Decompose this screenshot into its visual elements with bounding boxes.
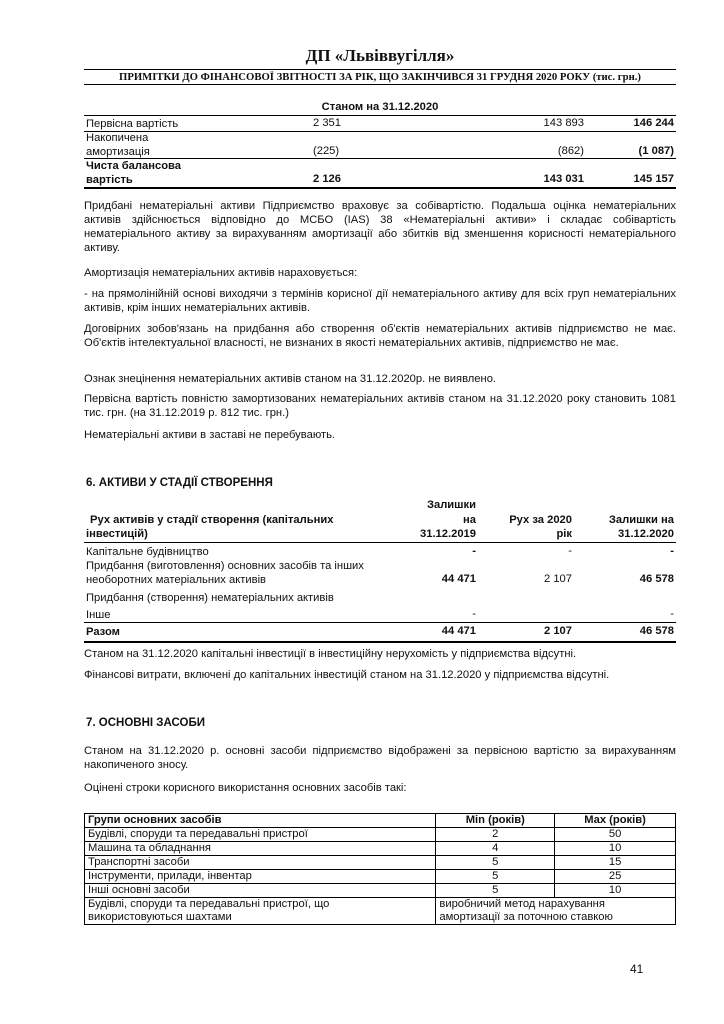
cell-value bbox=[436, 898, 676, 925]
table-row bbox=[85, 828, 676, 842]
cell-value-line: амортизації за поточною ставкою bbox=[439, 911, 613, 923]
row-label: Придбання (виготовлення) основних засобів та інших bbox=[86, 560, 364, 572]
cell-value: 2 bbox=[436, 828, 555, 842]
cell-value-line: виробничий метод нарахування bbox=[439, 898, 605, 910]
cell-value: 2 126 bbox=[313, 173, 341, 185]
cell-value: 143 893 bbox=[543, 117, 584, 129]
column-header: рік bbox=[556, 528, 572, 540]
row-label-line: використовуються шахтами bbox=[88, 911, 232, 923]
cell-value: 2 351 bbox=[313, 117, 341, 129]
column-header: Залишки bbox=[426, 499, 476, 511]
row-label: вартість bbox=[86, 174, 133, 186]
cell-value: - bbox=[670, 545, 674, 557]
column-header: Рух активів у стадії створення (капітальних bbox=[90, 514, 334, 526]
paragraph: Станом на 31.12.2020 р. основні засоби підприємство відображені за первісною вартістю за вирахуванням накопиченого зносу. bbox=[84, 745, 676, 771]
section-title: 6. АКТИВИ У СТАДІЇ СТВОРЕННЯ bbox=[86, 477, 273, 489]
paragraph: Ознак знецінення нематеріальних активів станом на 31.12.2020р. не виявлено. bbox=[84, 373, 497, 385]
cell-value: 2 107 bbox=[544, 573, 572, 585]
cell-value: (1 087) bbox=[638, 145, 674, 157]
table-row bbox=[85, 870, 676, 884]
page-number: 41 bbox=[630, 962, 644, 976]
column-header: Залишки на bbox=[608, 514, 674, 526]
row-label bbox=[85, 898, 436, 925]
total-value: 44 471 bbox=[441, 625, 476, 637]
paragraph: Станом на 31.12.2020 капітальні інвестиції в інвестиційну нерухомість у підприємства відсутні. bbox=[84, 648, 577, 660]
paragraph: Оцінені строки корисного використання основних засобів такі: bbox=[84, 782, 407, 794]
table-row bbox=[85, 842, 676, 856]
table-rule bbox=[84, 542, 676, 543]
table-header-row bbox=[85, 814, 676, 828]
row-label: Інструменти, прилади, інвентар bbox=[85, 870, 436, 884]
row-label: Машина та обладнання bbox=[85, 842, 436, 856]
column-header: Групи основних засобів bbox=[85, 814, 436, 828]
cell-value: 4 bbox=[436, 842, 555, 856]
cell-value: 25 bbox=[555, 870, 676, 884]
row-label: Будівлі, споруди та передавальні пристрої bbox=[85, 828, 436, 842]
row-label: Інші основні засоби bbox=[85, 884, 436, 898]
cell-value: 44 471 bbox=[441, 573, 476, 585]
row-label: Накопичена bbox=[86, 132, 149, 144]
report-subtitle: ПРИМІТКИ ДО ФІНАНСОВОЇ ЗВІТНОСТІ ЗА РІК, ЩО ЗАКІНЧИВСЯ 31 ГРУДНЯ 2020 РОКУ (тис. грн.) bbox=[84, 69, 676, 85]
row-label: амортизація bbox=[86, 146, 150, 158]
cell-value: 10 bbox=[555, 884, 676, 898]
row-label: Чиста балансова bbox=[86, 160, 181, 172]
cell-value: 145 157 bbox=[633, 173, 674, 185]
cell-value: (862) bbox=[557, 145, 584, 157]
column-header: Max (років) bbox=[555, 814, 676, 828]
column-header: на bbox=[463, 514, 476, 526]
table-rule bbox=[84, 131, 676, 132]
table-rule bbox=[84, 187, 676, 189]
cell-value: 146 244 bbox=[633, 117, 674, 129]
cell-value: 46 578 bbox=[639, 573, 674, 585]
total-value: 2 107 bbox=[544, 625, 572, 637]
table-row bbox=[85, 856, 676, 870]
row-label-line: Будівлі, споруди та передавальні пристрої, що bbox=[88, 898, 330, 910]
table-row bbox=[85, 898, 676, 925]
cell-value: (225) bbox=[313, 145, 340, 157]
total-label: Разом bbox=[86, 626, 120, 638]
row-label: Придбання (створення) нематеріальних активів bbox=[86, 592, 334, 604]
paragraph: Амортизація нематеріальних активів нараховується: bbox=[84, 267, 358, 279]
row-label: Транспортні засоби bbox=[85, 856, 436, 870]
cell-value: 5 bbox=[436, 870, 555, 884]
cell-value: - bbox=[568, 545, 572, 557]
company-name: ДП «Львіввугілля» bbox=[305, 46, 455, 65]
cell-value: 5 bbox=[436, 884, 555, 898]
column-header: Min (років) bbox=[436, 814, 555, 828]
cell-value: - bbox=[472, 545, 476, 557]
paragraph: - на прямолінійній основі виходячи з термінів корисної дії нематеріального активу для всіх груп нематеріальних активів, крім інших нематеріальних активів. bbox=[84, 288, 676, 314]
row-label: Інше bbox=[86, 609, 111, 621]
paragraph: Первісна вартість повністю замортизованих нематеріальних активів станом на 31.12.2020 року становить 1081 тис. грн. (на 31.12.2019 р. 812 тис. грн.) bbox=[84, 393, 676, 419]
paragraph: Нематеріальні активи в заставі не перебувають. bbox=[84, 429, 336, 441]
cell-value: 143 031 bbox=[543, 173, 584, 185]
table-row bbox=[85, 884, 676, 898]
total-value: 46 578 bbox=[639, 625, 674, 637]
cell-value: 10 bbox=[555, 842, 676, 856]
intangibles-heading: Станом на 31.12.2020 bbox=[321, 101, 439, 113]
paragraph: Придбані нематеріальні активи Підприємство враховує за собівартістю. Подальша оцінка нематеріальних активів здійснюється відповідно до МСБО (IAS) 38 «Нематеріальні активи» і складає собівартість нематеріального активу за вирахуванням амортизації або збитків від зменшення корисності нематеріального активу. bbox=[84, 200, 676, 254]
column-header: 31.12.2020 bbox=[618, 528, 674, 540]
cell-value: 15 bbox=[555, 856, 676, 870]
table-rule bbox=[84, 622, 676, 623]
cell-value: 50 bbox=[555, 828, 676, 842]
paragraph: Договірних зобов'язань на придбання або створення об'єктів нематеріальних активів підприємство не має. Об'єктів інтелектуальної власності, не визнаних в якості нематеріальних активів, підприємство не має. bbox=[84, 323, 676, 349]
row-label: необоротних матеріальних активів bbox=[86, 574, 266, 586]
cell-value: - bbox=[670, 608, 674, 620]
useful-life-table bbox=[84, 813, 676, 925]
cell-value: - bbox=[472, 608, 476, 620]
table-rule bbox=[84, 641, 676, 643]
column-header: інвестицій) bbox=[86, 528, 148, 540]
row-label: Капітальне будівництво bbox=[86, 546, 209, 558]
paragraph: Фінансові витрати, включені до капітальних інвестицій станом на 31.12.2020 у підприємства відсутні. bbox=[84, 669, 610, 681]
table-rule bbox=[84, 115, 676, 116]
section-title: 7. ОСНОВНІ ЗАСОБИ bbox=[86, 717, 206, 729]
cell-value: 5 bbox=[436, 856, 555, 870]
column-header: 31.12.2019 bbox=[420, 528, 476, 540]
row-label: Первісна вартість bbox=[86, 118, 179, 130]
column-header: Рух за 2020 bbox=[509, 514, 572, 526]
